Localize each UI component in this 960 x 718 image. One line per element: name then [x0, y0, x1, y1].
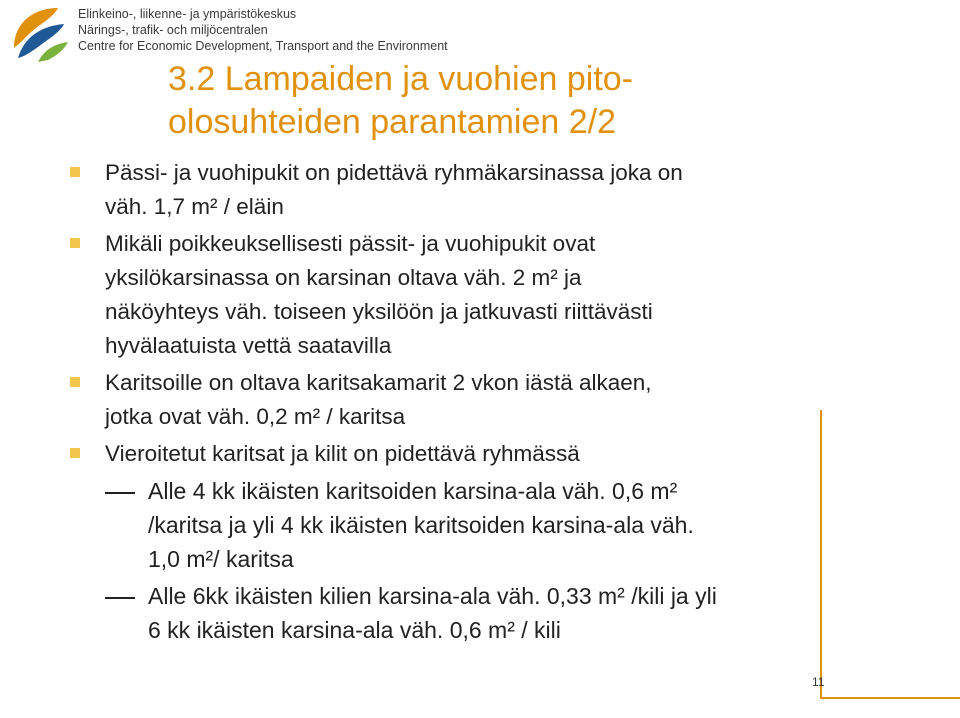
- corner-frame-vertical: [820, 410, 822, 698]
- dash-bullet-icon: [105, 597, 135, 599]
- ely-logo-icon: [8, 2, 70, 64]
- sub-bullet-text-line: /karitsa ja yli 4 kk ikäisten karitsoiden karsina-ala väh.: [148, 512, 694, 538]
- org-name-finnish: Elinkeino-, liikenne- ja ympäristökeskus: [78, 7, 297, 21]
- org-name-swedish: Närings-, trafik- och miljöcentralen: [78, 23, 268, 37]
- organization-name: [78, 6, 448, 54]
- square-bullet-icon: [70, 167, 80, 177]
- square-bullet-icon: [70, 238, 80, 248]
- sub-bullet-item: [70, 579, 850, 647]
- slide-title-line: 3.2 Lampaiden ja vuohien pito-: [168, 60, 633, 98]
- bullet-text-line: yksilökarsinassa on karsinan oltava väh. 2 m² ja: [105, 265, 582, 290]
- bullet-text-line: näköyhteys väh. toiseen yksilöön ja jatkuvasti riittävästi: [105, 299, 653, 324]
- bullet-text-line: Pässi- ja vuohipukit on pidettävä ryhmäkarsinassa joka on: [105, 160, 683, 185]
- bullet-item: [70, 366, 850, 434]
- bullet-text-line: Karitsoille on oltava karitsakamarit 2 vkon iästä alkaen,: [105, 370, 652, 395]
- sub-bullet-text-line: Alle 6kk ikäisten kilien karsina-ala väh. 0,33 m² /kili ja yli: [148, 583, 717, 609]
- sub-bullet-text-line: 1,0 m²/ karitsa: [148, 546, 294, 572]
- bullet-item: [70, 437, 850, 471]
- bullet-text-line: jotka ovat väh. 0,2 m² / karitsa: [105, 404, 406, 429]
- bullet-text-line: Vieroitetut karitsat ja kilit on pidettävä ryhmässä: [105, 441, 580, 466]
- slide-content: [70, 156, 850, 650]
- bullet-item: [70, 156, 850, 224]
- slide-title-line: olosuhteiden parantamien 2/2: [168, 103, 616, 141]
- sub-bullet-item: [70, 474, 850, 576]
- bullet-text-line: väh. 1,7 m² / eläin: [105, 194, 284, 219]
- bullet-item: [70, 227, 850, 363]
- sub-bullet-text-line: Alle 4 kk ikäisten karitsoiden karsina-ala väh. 0,6 m²: [148, 478, 678, 504]
- page-number: 11: [812, 675, 825, 689]
- bullet-text-line: hyvälaatuista vettä saatavilla: [105, 333, 392, 358]
- corner-frame-horizontal: [820, 697, 960, 699]
- org-name-english: Centre for Economic Development, Transport and the Environment: [78, 39, 448, 53]
- square-bullet-icon: [70, 448, 80, 458]
- sub-bullet-text-line: 6 kk ikäisten karsina-ala väh. 0,6 m² / kili: [148, 617, 561, 643]
- bullet-text-line: Mikäli poikkeuksellisesti pässit- ja vuohipukit ovat: [105, 231, 596, 256]
- dash-bullet-icon: [105, 492, 135, 494]
- slide-title: [168, 58, 908, 144]
- square-bullet-icon: [70, 377, 80, 387]
